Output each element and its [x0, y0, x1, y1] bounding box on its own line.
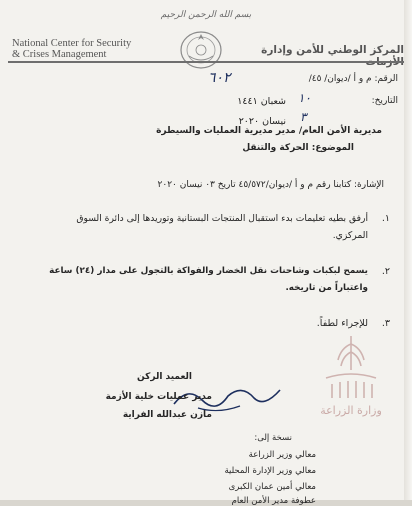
ref-label: الرقم: م و أ /ديوان/ ٤٥/: [308, 74, 398, 84]
cc-item-1: معالي وزير الزراعة: [248, 450, 316, 460]
subject-line: الموضوع: الحركة والتنقل: [242, 143, 354, 153]
header-divider: [8, 61, 406, 63]
item-3-line1: للإجراء لطفاً.: [316, 318, 368, 329]
letterhead-english-line2: & Crises Management: [12, 49, 107, 60]
ministry-stamp: [308, 326, 394, 426]
emblem-logo: [177, 28, 225, 70]
cc-label: نسخة إلى:: [254, 433, 292, 443]
item-2-line2: واعتباراً من تاريخه.: [285, 283, 368, 293]
signature-title: مدير عمليات خلية الأزمة: [105, 392, 212, 402]
signature-rank: العميد الركن: [137, 372, 192, 382]
gregorian-date: نيسان ٢٠٢٠: [238, 116, 286, 127]
hijri-day-handwritten: ١٠: [298, 91, 311, 105]
signature-name: مازن عبدالله الفراية: [122, 410, 212, 420]
letterhead-arabic: المركز الوطني للأمن وإدارة: [261, 44, 404, 56]
addressee-line: مديرية الأمن العام/ مدير مديرية العمليات والسيطرة: [156, 126, 382, 136]
cc-item-4: عطوفة مدير الأمن العام: [231, 496, 316, 506]
item-3-number: ٣.: [381, 318, 390, 329]
item-2-number: ٢.: [381, 266, 390, 277]
hijri-date: شعبان ١٤٤١: [237, 96, 286, 107]
item-1-number: ١.: [381, 213, 390, 224]
item-1-line2: المركزي.: [332, 230, 368, 241]
cc-item-3: معالي أمين عمان الكبرى: [228, 482, 316, 492]
item-2-line1: يسمح لبكبات وشاحنات نقل الخضار والفواكة بالتجول على مدار (٢٤) ساعة: [49, 266, 368, 276]
letterhead-english: [12, 38, 162, 60]
basmala: بسم الله الرحمن الرحيم: [160, 10, 252, 20]
item-1-line1: أرفق بطيه تعليمات بدء استقبال المنتجات البستانية وتوريدها إلى دائرة السوق: [76, 213, 368, 224]
greg-day-handwritten: ٣: [300, 110, 307, 124]
reference-line: الإشارة: كتابنا رقم م و أ /ديوان/٤٥/٥٧٢ تاريخ ٠٣ نيسان ٢٠٢٠: [157, 180, 384, 190]
cc-item-2: معالي وزير الإدارة المحلية: [224, 466, 316, 476]
stamp-text: وزارة الزراعة: [320, 404, 382, 417]
date-label: التاريخ:: [371, 96, 398, 106]
ref-number-handwritten: ٦٠٢: [208, 70, 231, 86]
letterhead-english-line1: National Center for Security: [12, 38, 132, 49]
ref-line: [309, 74, 398, 84]
